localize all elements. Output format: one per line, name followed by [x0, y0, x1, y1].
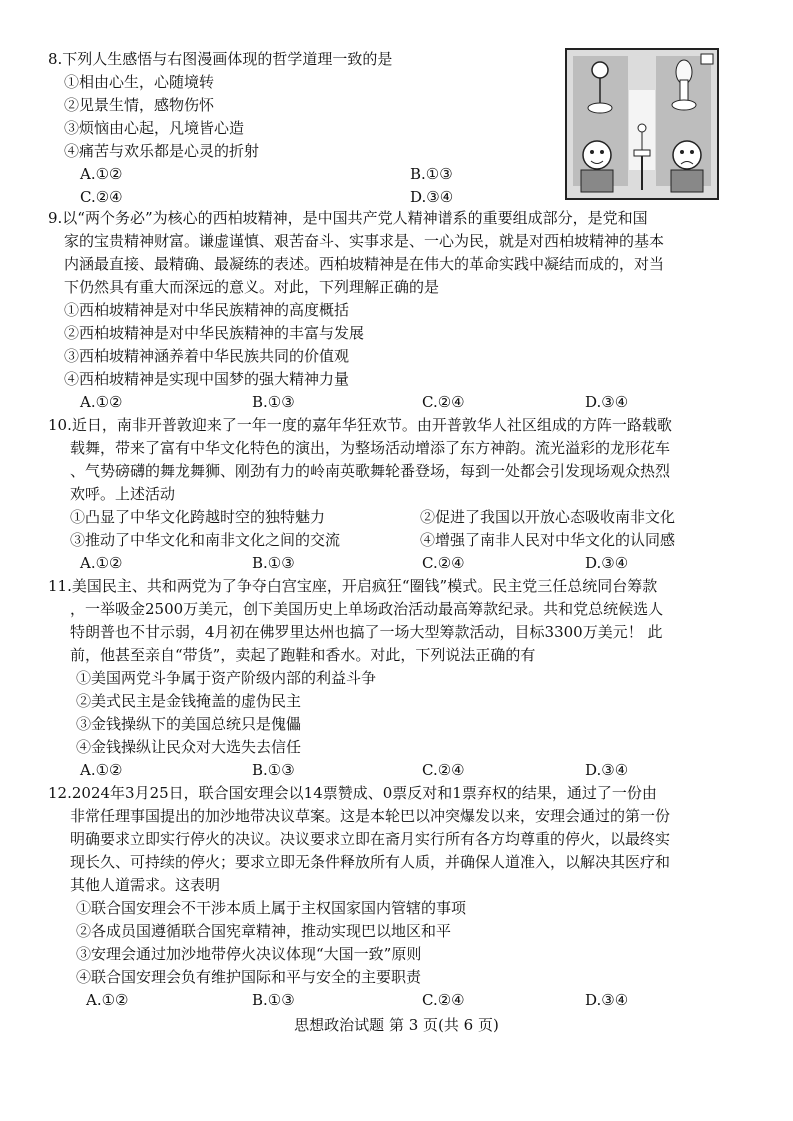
q11-option-b[interactable]: B.①③	[252, 761, 295, 779]
q9-option-a[interactable]: A.①②	[80, 393, 123, 411]
q9-item-3: ③西柏坡精神涵养着中华民族共同的价值观	[64, 347, 350, 365]
q10-item-4: ④增强了南非人民对中华文化的认同感	[420, 531, 676, 549]
q10-item-2: ②促进了我国以开放心态吸收南非文化	[420, 508, 676, 526]
q12-item-2: ②各成员国遵循联合国宪章精神，推动实现巴以地区和平	[76, 922, 452, 940]
q9-stem-4: 下仍然具有重大而深远的意义。对此，下列理解正确的是	[64, 278, 440, 296]
q10-option-d[interactable]: D.③④	[585, 554, 629, 572]
q9-option-b[interactable]: B.①③	[252, 393, 295, 411]
q10-stem-3: 、气势磅礴的舞龙舞狮、刚劲有力的岭南英歌舞轮番登场，每到一处都会引发现场观众热烈	[70, 462, 671, 480]
q9-stem-3: 内涵最直接、最精确、最凝练的表述。西柏坡精神是在伟大的革命实践中凝结而成的，对当	[64, 255, 665, 273]
q11-stem-1: 11.美国民主、共和两党为了争夺白宫宝座，开启疯狂“圈钱”模式。民主党三任总统同台筹款	[48, 577, 658, 595]
q8-item-3: ③烦恼由心起，凡境皆心造	[64, 119, 245, 137]
q9-item-2: ②西柏坡精神是对中华民族精神的丰富与发展	[64, 324, 365, 342]
q8-option-c[interactable]: C.②④	[80, 188, 123, 206]
q12-item-4: ④联合国安理会负有维护国际和平与安全的主要职责	[76, 968, 422, 986]
q11-option-c[interactable]: C.②④	[422, 761, 465, 779]
q11-item-2: ②美式民主是金钱掩盖的虚伪民主	[76, 692, 302, 710]
q9-option-d[interactable]: D.③④	[585, 393, 629, 411]
q8-item-4: ④痛苦与欢乐都是心灵的折射	[64, 142, 260, 160]
q12-option-d[interactable]: D.③④	[585, 991, 629, 1009]
q10-option-b[interactable]: B.①③	[252, 554, 295, 572]
q12-stem-4: 现长久、可持续的停火；要求立即无条件释放所有人质，并确保人道准入，以解决其医疗和	[70, 853, 671, 871]
page-footer: 思想政治试题 第 3 页(共 6 页)	[294, 1016, 499, 1034]
q12-option-b[interactable]: B.①③	[252, 991, 295, 1009]
q11-option-d[interactable]: D.③④	[585, 761, 629, 779]
q10-item-3: ③推动了中华文化和南非文化之间的交流	[70, 531, 341, 549]
q8-item-2: ②见景生情，感物伤怀	[64, 96, 215, 114]
q9-item-1: ①西柏坡精神是对中华民族精神的高度概括	[64, 301, 350, 319]
q8-option-a[interactable]: A.①②	[80, 165, 123, 183]
cartoon-image	[565, 48, 719, 200]
q10-option-a[interactable]: A.①②	[80, 554, 123, 572]
q11-item-1: ①美国两党斗争属于资产阶级内部的利益斗争	[76, 669, 377, 687]
q11-stem-2: ，一举吸金2500万美元，创下美国历史上单场政治活动最高筹款纪录。共和党总统候选人	[70, 600, 664, 618]
q9-item-4: ④西柏坡精神是实现中国梦的强大精神力量	[64, 370, 350, 388]
q8-option-d[interactable]: D.③④	[410, 188, 454, 206]
q10-item-1: ①凸显了中华文化跨越时空的独特魅力	[70, 508, 326, 526]
q9-stem-2: 家的宝贵精神财富。谦虚谨慎、艰苦奋斗、实事求是、一心为民，就是对西柏坡精神的基本	[64, 232, 665, 250]
cartoon-drawing	[567, 50, 717, 198]
q8-item-1: ①相由心生，心随境转	[64, 73, 215, 91]
q12-stem-3: 明确要求立即实行停火的决议。决议要求立即在斋月实行所有各方均尊重的停火，以最终实	[70, 830, 671, 848]
q12-stem-5: 其他人道需求。这表明	[70, 876, 221, 894]
q8-option-b[interactable]: B.①③	[410, 165, 453, 183]
q12-item-1: ①联合国安理会不干涉本质上属于主权国家国内管辖的事项	[76, 899, 467, 917]
q11-option-a[interactable]: A.①②	[80, 761, 123, 779]
q9-option-c[interactable]: C.②④	[422, 393, 465, 411]
q11-stem-3: 特朗普也不甘示弱，4月初在佛罗里达州也搞了一场大型筹款活动，目标3300万美元！ 此	[70, 623, 663, 641]
q12-stem-1: 12.2024年3月25日，联合国安理会以14票赞成、0票反对和1票弃权的结果，通过了一份由	[48, 784, 657, 802]
q11-stem-4: 前，他甚至亲自“带货”，卖起了跑鞋和香水。对此，下列说法正确的有	[70, 646, 536, 664]
q12-option-c[interactable]: C.②④	[422, 991, 465, 1009]
q12-item-3: ③安理会通过加沙地带停火决议体现“大国一致”原则	[76, 945, 422, 963]
q10-stem-2: 载舞，带来了富有中华文化特色的演出，为整场活动增添了东方神韵。流光溢彩的龙形花车	[70, 439, 671, 457]
q12-stem-2: 非常任理事国提出的加沙地带决议草案。这是本轮巴以冲突爆发以来，安理会通过的第一份	[70, 807, 671, 825]
q12-option-a[interactable]: A.①②	[86, 991, 129, 1009]
q10-stem-1: 10.近日，南非开普敦迎来了一年一度的嘉年华狂欢节。由开普敦华人社区组成的方阵一路载歌	[48, 416, 672, 434]
q9-stem-1: 9.以“两个务必”为核心的西柏坡精神，是中国共产党人精神谱系的重要组成部分，是党和国	[48, 209, 648, 227]
q11-item-4: ④金钱操纵让民众对大选失去信任	[76, 738, 302, 756]
q8-stem: 8.下列人生感悟与右图漫画体现的哲学道理一致的是	[48, 50, 393, 68]
q10-option-c[interactable]: C.②④	[422, 554, 465, 572]
q10-stem-4: 欢呼。上述活动	[70, 485, 176, 503]
q11-item-3: ③金钱操纵下的美国总统只是傀儡	[76, 715, 302, 733]
